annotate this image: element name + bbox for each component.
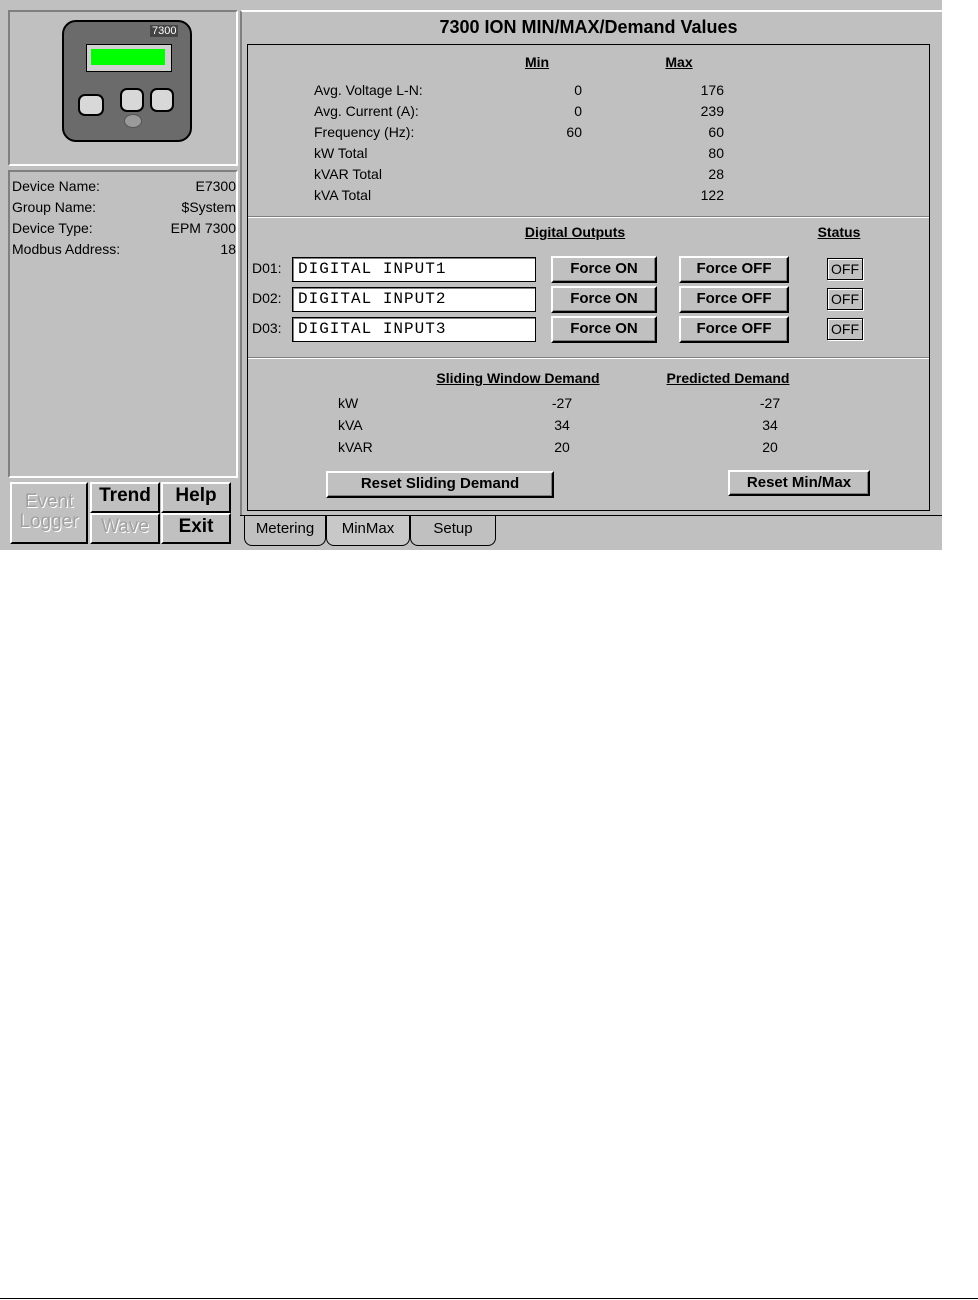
digital-output-name-field[interactable]: DIGITAL INPUT1: [292, 257, 536, 282]
model-label: 7300: [152, 25, 177, 37]
demand-row-label: kW: [338, 395, 359, 411]
device-image-panel: [8, 10, 238, 166]
device-info-label: Group Name:: [12, 199, 97, 215]
minmax-row-label: Avg. Current (A):: [314, 103, 419, 119]
demand-row-predicted: 20: [762, 439, 778, 455]
device-info-panel: [8, 170, 238, 478]
device-info-label: Device Name:: [12, 178, 100, 194]
minmax-row-max: 80: [708, 145, 724, 161]
wave-button[interactable]: Wave: [90, 513, 160, 544]
sliding-window-demand-header: Sliding Window Demand: [436, 370, 600, 386]
predicted-demand-header: Predicted Demand: [666, 370, 790, 386]
reset-sliding-demand-button[interactable]: Reset Sliding Demand: [326, 471, 554, 498]
event-logger-label-line2: Logger: [19, 511, 79, 532]
force-on-button[interactable]: Force ON: [551, 286, 657, 313]
trend-button[interactable]: Trend: [90, 482, 160, 513]
minmax-row-max: 239: [700, 103, 724, 119]
tab-setup[interactable]: Setup: [410, 516, 496, 546]
force-on-button[interactable]: Force ON: [551, 256, 657, 283]
application-window: [0, 0, 942, 550]
status-indicator: OFF: [827, 288, 863, 310]
digital-output-id: D01:: [252, 260, 282, 276]
page-title: 7300 ION MIN/MAX/Demand Values: [439, 17, 738, 37]
status-indicator: OFF: [827, 258, 863, 280]
tab-metering[interactable]: Metering: [244, 516, 326, 546]
digital-output-id: D02:: [252, 290, 282, 306]
meter-device-icon: [62, 20, 192, 142]
status-header: Status: [817, 224, 861, 240]
minmax-row-label: kVA Total: [314, 187, 372, 203]
demand-row-label: kVA: [338, 417, 363, 433]
minmax-row-max: 176: [700, 82, 724, 98]
exit-button[interactable]: Exit: [161, 513, 231, 544]
device-info-value: 18: [220, 241, 236, 257]
reset-min-max-button[interactable]: Reset Min/Max: [728, 470, 870, 496]
demand-row-label: kVAR: [338, 439, 373, 455]
minmax-row-max: 60: [708, 124, 724, 140]
minmax-row-min: 0: [574, 82, 582, 98]
minmax-row-label: Avg. Voltage L-N:: [314, 82, 423, 98]
page-bottom-rule: [0, 1298, 978, 1299]
digital-output-name-field[interactable]: DIGITAL INPUT3: [292, 317, 536, 342]
minmax-row-min: 60: [566, 124, 582, 140]
section-divider: [248, 216, 929, 218]
digital-output-id: D03:: [252, 320, 282, 336]
section-divider: [248, 357, 929, 359]
demand-row-predicted: 34: [762, 417, 778, 433]
demand-row-sliding: 34: [554, 417, 570, 433]
device-info-value: $System: [181, 199, 236, 215]
max-header: Max: [665, 54, 693, 70]
lcd-screen-icon: [86, 44, 172, 72]
tab-minmax[interactable]: MinMax: [326, 516, 410, 546]
event-logger-button[interactable]: [10, 482, 88, 544]
device-info-value: E7300: [195, 178, 236, 194]
digital-outputs-header: Digital Outputs: [524, 224, 626, 240]
force-off-button[interactable]: Force OFF: [679, 286, 789, 313]
force-off-button[interactable]: Force OFF: [679, 256, 789, 283]
force-off-button[interactable]: Force OFF: [679, 316, 789, 343]
digital-output-name-field[interactable]: DIGITAL INPUT2: [292, 287, 536, 312]
minmax-row-max: 28: [708, 166, 724, 182]
meter-round-button-icon: [124, 114, 142, 128]
meter-button-down-icon: [150, 88, 174, 112]
minmax-row-max: 122: [700, 187, 724, 203]
meter-button-left-icon: [78, 94, 104, 116]
minmax-row-label: kVAR Total: [314, 166, 382, 182]
help-button[interactable]: Help: [161, 482, 231, 513]
event-logger-label-line1: Event: [24, 491, 74, 512]
min-header: Min: [524, 54, 550, 70]
minmax-row-label: Frequency (Hz):: [314, 124, 415, 140]
device-info-value: EPM 7300: [170, 220, 236, 236]
demand-row-sliding: 20: [554, 439, 570, 455]
device-info-label: Modbus Address:: [12, 241, 121, 257]
device-info-label: Device Type:: [12, 220, 93, 236]
minmax-row-label: kW Total: [314, 145, 368, 161]
demand-row-sliding: -27: [551, 395, 573, 411]
demand-row-predicted: -27: [759, 395, 781, 411]
force-on-button[interactable]: Force ON: [551, 316, 657, 343]
meter-button-up-icon: [120, 88, 144, 112]
minmax-row-min: 0: [574, 103, 582, 119]
status-indicator: OFF: [827, 318, 863, 340]
